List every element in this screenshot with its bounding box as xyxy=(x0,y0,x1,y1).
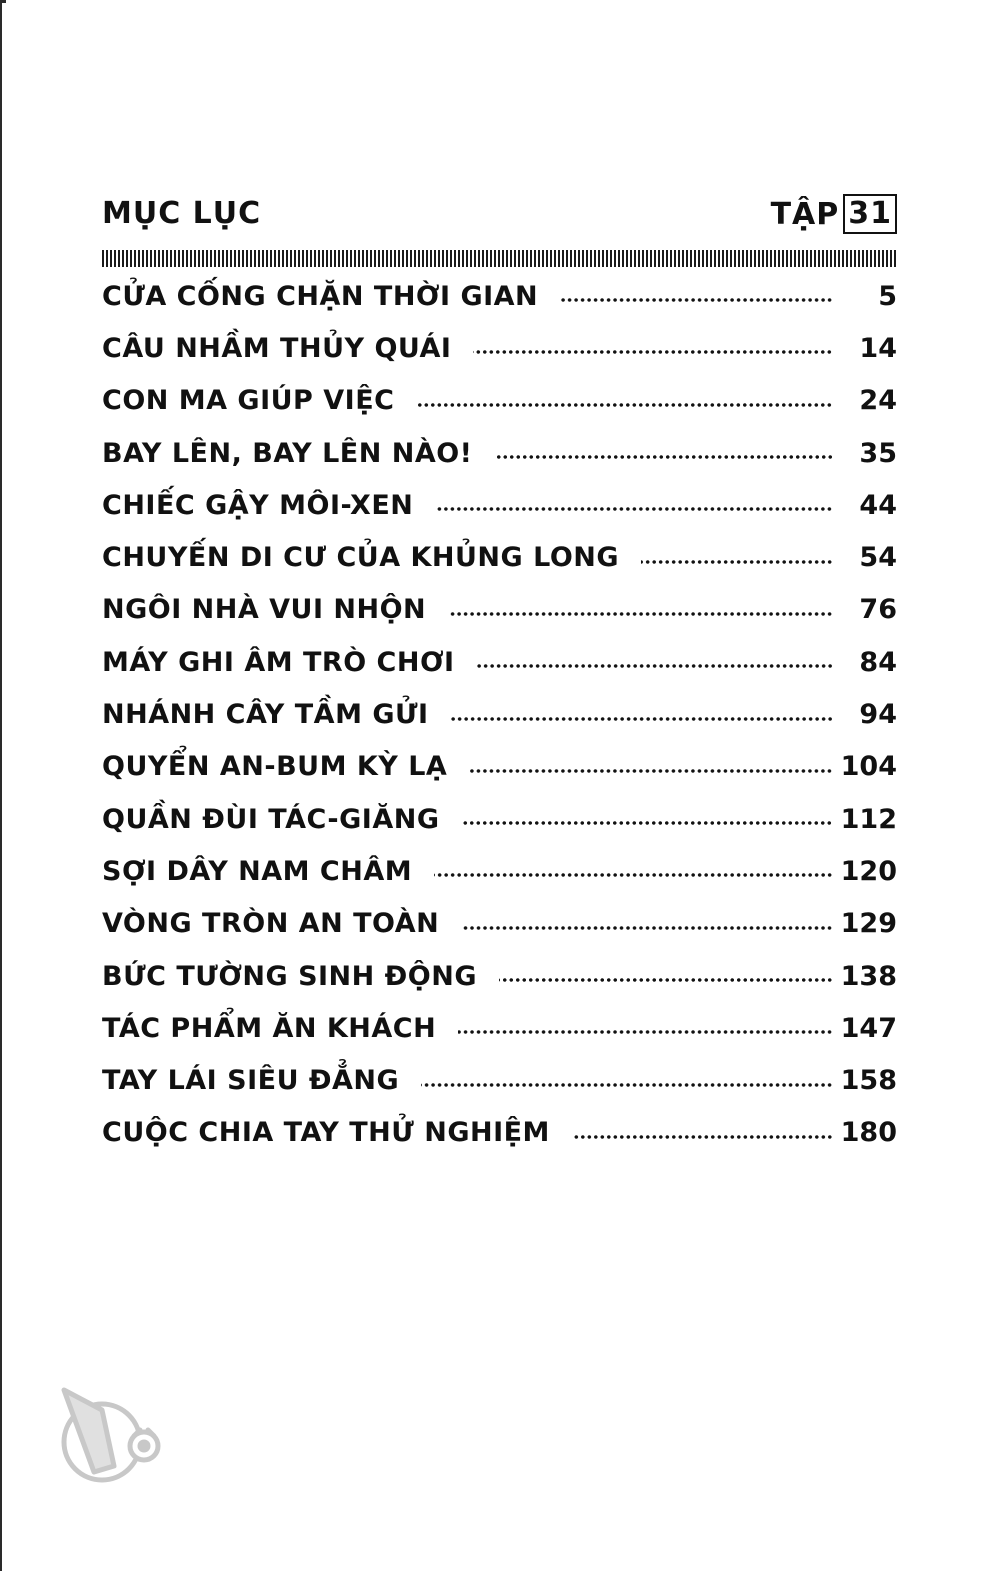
toc-entry-page-number: 5 xyxy=(878,280,897,312)
toc-entry-title: MÁY GHI ÂM TRÒ CHƠI xyxy=(102,646,455,678)
toc-entry xyxy=(102,898,897,950)
toc-entry-page-number: 120 xyxy=(840,855,897,887)
toc-entry-list xyxy=(102,270,897,1159)
dot-leader xyxy=(435,506,833,512)
toc-entry-page-number: 158 xyxy=(840,1065,897,1097)
dot-leader xyxy=(572,1134,833,1140)
toc-entry xyxy=(102,479,897,531)
toc-entry xyxy=(102,845,897,897)
volume-number-box: 31 xyxy=(843,194,897,234)
toc-entry xyxy=(102,688,897,740)
toc-entry-title: QUYỂN AN-BUM KỲ LẠ xyxy=(102,751,448,783)
toc-entry xyxy=(102,1054,897,1106)
toc-entry-page-number: 54 xyxy=(859,542,897,574)
toc-entry-page-number: 44 xyxy=(859,489,897,521)
toc-entry-title: NHÁNH CÂY TẦM GỬI xyxy=(102,699,429,731)
toc-entry xyxy=(102,584,897,636)
toc-entry-page-number: 104 xyxy=(840,751,897,783)
toc-entry xyxy=(102,427,897,479)
dot-leader xyxy=(560,297,833,303)
table-of-contents xyxy=(102,190,897,1159)
publisher-logo-icon xyxy=(54,1380,174,1490)
toc-entry xyxy=(102,1002,897,1054)
toc-entry xyxy=(102,1107,897,1159)
toc-entry-title: CỬA CỐNG CHẶN THỜI GIAN xyxy=(102,280,539,312)
toc-entry-title: TÁC PHẨM ĂN KHÁCH xyxy=(102,1012,437,1044)
page-corner-mark xyxy=(0,0,6,3)
toc-entry xyxy=(102,950,897,1002)
toc-entry-title: QUẦN ĐÙI TÁC-GIĂNG xyxy=(102,803,440,835)
dot-leader xyxy=(499,977,833,983)
dot-leader xyxy=(421,1082,833,1088)
dot-leader xyxy=(416,402,833,408)
toc-entry-page-number: 94 xyxy=(859,699,897,731)
toc-entry xyxy=(102,636,897,688)
dot-leader xyxy=(451,716,833,722)
toc-entry-title: CÂU NHẦM THỦY QUÁI xyxy=(102,332,452,364)
toc-entry-page-number: 180 xyxy=(840,1117,897,1149)
toc-entry-page-number: 35 xyxy=(859,437,897,469)
toc-entry-page-number: 138 xyxy=(840,960,897,992)
toc-entry-page-number: 84 xyxy=(859,646,897,678)
toc-entry xyxy=(102,270,897,322)
tick-divider xyxy=(102,250,897,267)
dot-leader xyxy=(434,872,833,878)
page-binding-edge xyxy=(0,0,2,1571)
toc-entry xyxy=(102,741,897,793)
volume-indicator xyxy=(771,194,897,234)
dot-leader xyxy=(495,454,834,460)
volume-label: TẬP xyxy=(770,196,840,232)
dot-leader xyxy=(469,768,833,774)
toc-entry-page-number: 14 xyxy=(859,332,897,364)
toc-entry-page-number: 24 xyxy=(859,385,897,417)
dot-leader xyxy=(477,663,833,669)
toc-entry-page-number: 112 xyxy=(840,803,897,835)
toc-entry-title: BỨC TƯỜNG SINH ĐỘNG xyxy=(102,960,477,992)
dot-leader xyxy=(641,559,833,565)
toc-entry-title: SỢI DÂY NAM CHÂM xyxy=(102,855,413,887)
dot-leader xyxy=(461,925,833,931)
toc-entry-page-number: 147 xyxy=(840,1012,897,1044)
toc-entry-title: TAY LÁI SIÊU ĐẲNG xyxy=(102,1065,400,1097)
page-title: MỤC LỤC xyxy=(102,196,262,231)
toc-entry-title: CON MA GIÚP VIỆC xyxy=(102,385,395,417)
toc-entry-title: CUỘC CHIA TAY THỬ NGHIỆM xyxy=(102,1117,550,1149)
toc-entry-title: CHUYẾN DI CƯ CỦA KHỦNG LONG xyxy=(102,542,620,574)
toc-entry-title: CHIẾC GẬY MÔI-XEN xyxy=(102,489,414,521)
toc-entry xyxy=(102,531,897,583)
toc-entry xyxy=(102,322,897,374)
toc-entry xyxy=(102,793,897,845)
toc-entry xyxy=(102,375,897,427)
dot-leader xyxy=(473,349,833,355)
dot-leader xyxy=(458,1029,833,1035)
toc-entry-page-number: 76 xyxy=(859,594,897,626)
toc-entry-title: BAY LÊN, BAY LÊN NÀO! xyxy=(102,437,473,469)
dot-leader xyxy=(461,820,833,826)
toc-entry-title: VÒNG TRÒN AN TOÀN xyxy=(102,908,440,940)
toc-header xyxy=(102,190,897,236)
toc-entry-page-number: 129 xyxy=(840,908,897,940)
toc-entry-title: NGÔI NHÀ VUI NHỘN xyxy=(102,594,427,626)
dot-leader xyxy=(448,611,833,617)
